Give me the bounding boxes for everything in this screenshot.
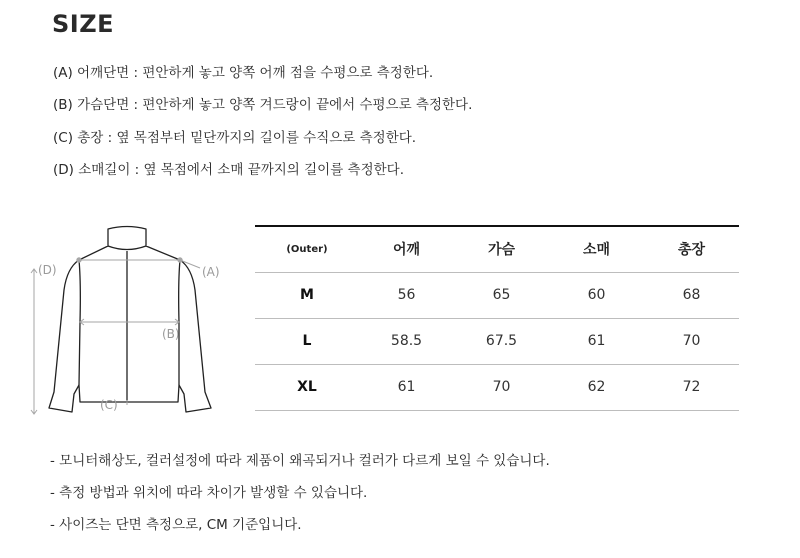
label-c: (C): [100, 398, 118, 412]
table-cell: 70: [454, 364, 549, 410]
table-cell: 58.5: [359, 318, 454, 364]
table-cell: 67.5: [454, 318, 549, 364]
table-cell: 65: [454, 272, 549, 318]
note-monitor: - 모니터해상도, 컬러설정에 따라 제품이 왜곡되거나 컬러가 다르게 보일 수 있습니다.: [50, 453, 550, 469]
label-a: (A): [202, 265, 220, 279]
header-length: 총장: [644, 226, 739, 272]
size-label: M: [255, 272, 359, 318]
measure-desc-c: (C) 총장 : 옆 목점부터 밑단까지의 길이를 수직으로 측정한다.: [53, 130, 417, 146]
table-cell: 62: [549, 364, 644, 410]
size-table: [255, 225, 739, 411]
label-b: (B): [162, 327, 180, 341]
measure-desc-a: (A) 어깨단면 : 편안하게 놓고 양쪽 어깨 점을 수평으로 측정한다.: [53, 65, 434, 81]
table-cell: 61: [359, 364, 454, 410]
note-unit: - 사이즈는 단면 측정으로, CM 기준입니다.: [50, 517, 302, 533]
jacket-measurement-diagram: [22, 222, 237, 422]
table-row: [255, 272, 739, 318]
table-header-row: [255, 226, 739, 272]
page-title: SIZE: [52, 10, 115, 38]
table-cell: 68: [644, 272, 739, 318]
table-cell: 70: [644, 318, 739, 364]
table-corner-label: (Outer): [255, 226, 359, 272]
header-shoulder: 어깨: [359, 226, 454, 272]
measure-desc-d: (D) 소매길이 : 옆 목점에서 소매 끝까지의 길이를 측정한다.: [53, 162, 404, 178]
table-cell: 72: [644, 364, 739, 410]
measure-desc-b: (B) 가슴단면 : 편안하게 놓고 양쪽 겨드랑이 끝에서 수평으로 측정한다.: [53, 97, 473, 113]
size-label: XL: [255, 364, 359, 410]
table-row: [255, 318, 739, 364]
table-cell: 60: [549, 272, 644, 318]
table-cell: 56: [359, 272, 454, 318]
header-sleeve: 소매: [549, 226, 644, 272]
note-measurement: - 측정 방법과 위치에 따라 차이가 발생할 수 있습니다.: [50, 485, 368, 501]
table-cell: 61: [549, 318, 644, 364]
table-row: [255, 364, 739, 410]
label-d: (D): [38, 263, 57, 277]
size-label: L: [255, 318, 359, 364]
header-chest: 가슴: [454, 226, 549, 272]
